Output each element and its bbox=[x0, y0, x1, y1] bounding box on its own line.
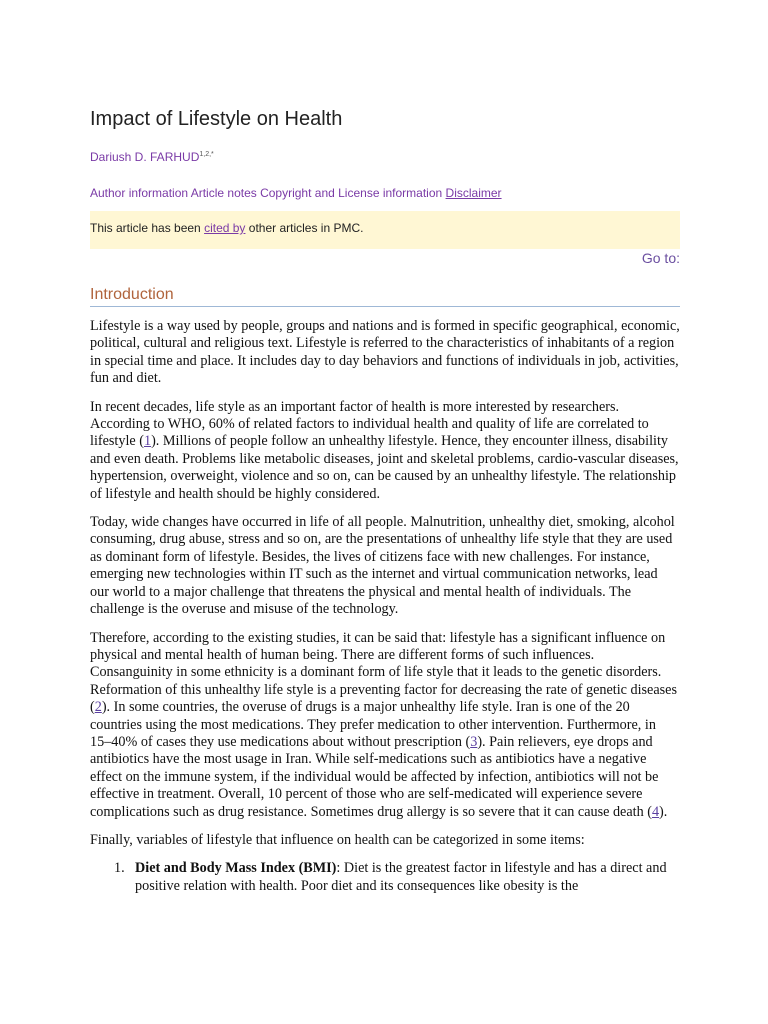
paragraph-text: Therefore, according to the existing studies, it can be said that: lifestyle has a significant influence on physical and mental health of human being. There are different forms of such influences. Consanguinity in some ethnicity is a dominant form of life style that it leads to the genetic disorders. Reformation of this unhealthy life style is a preventing factor for decreasing the rate of genetic diseases ( bbox=[90, 629, 677, 716]
cited-by-notice bbox=[90, 211, 680, 249]
article-info-toggles[interactable]: Author information Article notes Copyright and License information bbox=[90, 186, 443, 200]
paragraph bbox=[90, 832, 680, 849]
paragraph-text: Lifestyle is a way used by people, groups and nations and is formed in specific geographical, economic, political, cultural and religious text. Lifestyle is referred to the characteristics of inhabitants of a region in special time and place. It includes day to day behaviors and functions of individuals in job, activities, fun and diet. bbox=[90, 318, 680, 387]
list-item-term: Diet and Body Mass Index (BMI) bbox=[135, 860, 337, 877]
list-item-number: 1. bbox=[114, 860, 125, 877]
author-line bbox=[90, 150, 214, 164]
author-affiliation-marks[interactable]: 1,2,* bbox=[199, 151, 214, 158]
reference-link[interactable]: 3 bbox=[470, 733, 478, 750]
cited-by-prefix: This article has been bbox=[90, 221, 201, 235]
article-title: Impact of Lifestyle on Health bbox=[90, 108, 343, 130]
paragraph-text: ). Millions of people follow an unhealthy lifestyle. Hence, they encounter illness, disability and even death. Problems like metabolic diseases, joint and skeletal problems, cardio-vascular diseases, hypertension, overweight, violence and so on, can be caused by an unhealthy lifestyle. The relationship of lifestyle and health should be highly considered. bbox=[90, 433, 679, 502]
paragraph-text: ). Pain relievers, eye drops and antibiotics have the most usage in Iran. While self-medications such as antibiotics have a negative effect on the immune system, if the individual would be affected by infection, antibiotics will not be effective in treatment. Overall, 10 percent of those who are self-medicated will experience severe complications such as drug resistance. Sometimes drug allergy is so severe that it can cause death ( bbox=[90, 733, 659, 820]
paragraph-text: Finally, variables of lifestyle that influence on health can be categorized in some items: bbox=[90, 831, 585, 848]
paragraph-text: Today, wide changes have occurred in life of all people. Malnutrition, unhealthy diet, smoking, alcohol consuming, drug abuse, stress and so on, are the presentations of unhealthy life style that they are used as dominant form of lifestyle. Besides, the lives of citizens face with new challenges. For instance, emerging new technologies within IT such as the internet and virtual communication networks, lead our world to a major challenge that threatens the physical and mental health of individuals. The challenge is the overuse and misuse of the technology. bbox=[90, 514, 675, 618]
cited-by-link[interactable]: cited by bbox=[204, 221, 246, 235]
list-item bbox=[90, 860, 680, 895]
section-heading-introduction: Introduction bbox=[90, 286, 680, 307]
reference-link[interactable]: 2 bbox=[94, 699, 102, 716]
paragraph bbox=[90, 630, 680, 821]
numbered-list bbox=[90, 860, 680, 895]
list-item-text: : Diet is the greatest factor in lifestyle and has a direct and positive relation with health. Poor diet and its consequences like obesity is the bbox=[135, 860, 667, 894]
goto-link[interactable]: Go to: bbox=[641, 250, 680, 266]
article-info-links bbox=[90, 186, 502, 200]
article-body bbox=[90, 318, 680, 895]
author-link[interactable]: Dariush D. FARHUD bbox=[90, 150, 200, 164]
paragraph-text: ). In some countries, the overuse of drugs is a major unhealthy life style. Iran is one of the 20 countries using the most medications. They prefer medication to other intervention. Furthermore, in 15–40% of cases they use medications about without prescription ( bbox=[90, 699, 656, 750]
disclaimer-link[interactable]: Disclaimer bbox=[445, 186, 502, 200]
paragraph bbox=[90, 399, 680, 503]
reference-link[interactable]: 1 bbox=[143, 433, 152, 450]
reference-link[interactable]: 4 bbox=[651, 803, 660, 820]
cited-by-suffix: other articles in PMC. bbox=[248, 221, 364, 235]
paragraph-text: In recent decades, life style as an important factor of health is more interested by researchers. According to WHO, 60% of related factors to individual health and quality of life are correlated to lifestyle ( bbox=[90, 398, 649, 450]
paragraph bbox=[90, 318, 680, 388]
paragraph bbox=[90, 514, 680, 618]
paragraph-text: ). bbox=[659, 803, 668, 820]
